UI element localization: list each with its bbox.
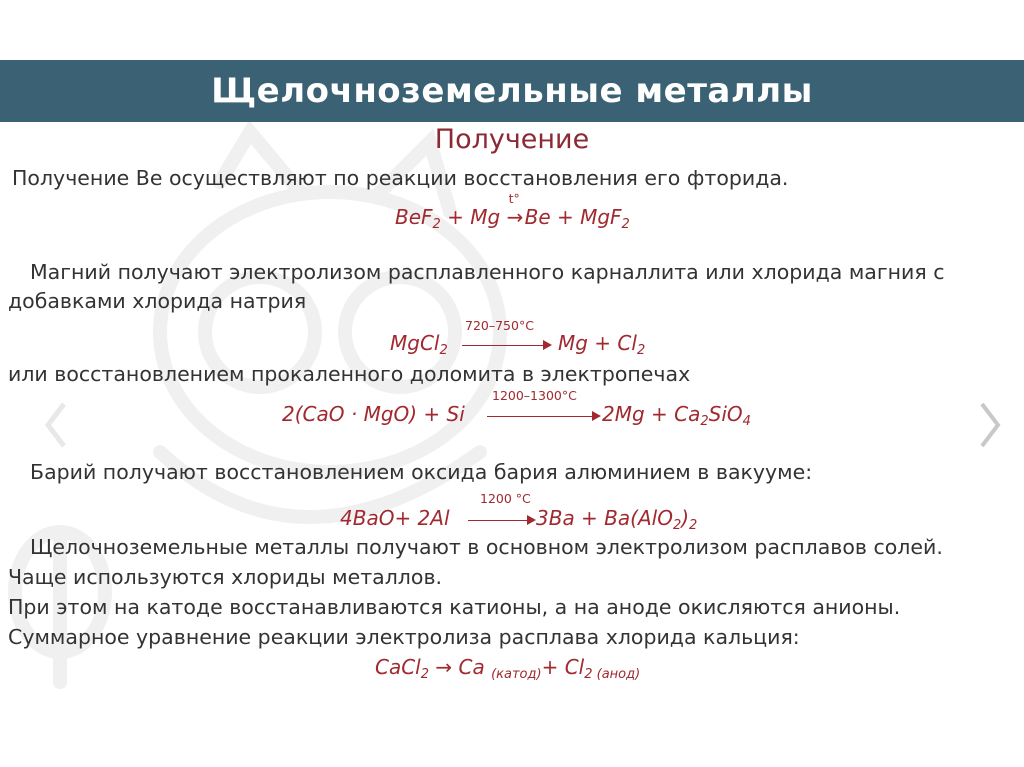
eq5-left: CaCl [375,655,421,679]
paragraph-electrolysis-line3: При этом на катоде восстанавливаются катионы, а на аноде окисляются анионы. [8,595,901,619]
slide [0,60,1024,706]
eq4-arrow-line [468,520,528,521]
equation-dolomite [282,402,465,426]
eq4-product: 3Ba + Ba(AlO [536,506,673,530]
eq4-condition: 1200 °C [480,491,531,506]
eq3-arrow-line [487,416,593,417]
equation-beryllium [395,191,630,232]
slide-title: Щелочноземельные металлы [211,71,813,111]
eq5-plus: + Cl [541,655,585,679]
slide-header [0,60,1024,122]
paragraph-barium: Барий получают восстановлением оксида бария алюминием в вакууме: [30,460,813,484]
eq3-left: 2(CaO · MgO) + Si [282,402,465,426]
eq3-product-b: SiO [708,402,743,426]
eq2-condition: 720–750°C [465,318,534,333]
eq3-condition: 1200–1300°C [492,388,577,403]
paragraph-magnesium-line2: добавками хлорида натрия [8,289,307,313]
section-title: Получение [434,124,590,155]
eq1-arrow: t° → [506,191,524,229]
eq2-left-sub: 2 [439,343,448,358]
eq2-arrow-line [462,345,544,346]
eq3-product-b-sub: 4 [742,414,751,429]
eq2-product-sub: 2 [636,343,646,358]
eq1-product: Be + MgF [524,205,622,229]
eq2-left: MgCl [390,331,440,355]
eq2-product: Mg + Cl [558,331,637,355]
eq5-cl-sub: 2 [584,667,593,682]
eq2-arrow-head [543,340,552,350]
eq5-arrow: → Ca [429,655,492,679]
eq3-product-a-sub: 2 [700,414,709,429]
paragraph-magnesium-line1: Магний получают электролизом расплавленного карналлита или хлорида магния с [30,260,945,284]
eq4-arrow-head [527,515,536,525]
eq5-anode: (анод) [592,667,641,682]
equation-barium [340,506,450,530]
next-arrow-icon[interactable] [976,400,1006,450]
eq5-left-sub: 2 [420,667,430,682]
eq3-arrow-head [592,411,601,421]
eq4-product-end-sub: 2 [689,518,698,533]
paragraph-electrolysis-line4: Суммарное уравнение реакции электролиза расплава хлорида кальция: [8,625,800,649]
eq1-product-sub: 2 [621,217,630,232]
paragraph-electrolysis-line1: Щелочноземельные металлы получают в основном электролизом расплавов солей. [30,535,943,559]
eq4-product-sub: 2 [672,518,682,533]
eq3-product-a: 2Mg + Ca [602,402,701,426]
paragraph-beryllium: Получение Be осуществляют по реакции восстановления его фторида. [12,166,789,190]
paragraph-dolomite: или восстановлением прокаленного доломита в электропечах [8,362,691,386]
eq4-product-group [536,506,697,533]
previous-arrow-icon[interactable] [40,400,70,450]
eq4-product-end: ) [681,506,690,530]
eq1-left-sub: 2 [432,217,441,232]
equation-magnesium-chloride [390,331,448,358]
eq3-product-group [602,402,751,429]
eq1-reagent: + Mg [440,205,507,229]
eq5-cathode: (катод) [491,667,542,682]
eq2-product-group [558,331,645,358]
eq4-left: 4BaO+ 2Al [340,506,450,530]
equation-calcium-chloride [375,655,640,682]
eq1-left: BeF [395,205,433,229]
paragraph-electrolysis-line2: Чаще используются хлориды металлов. [8,565,443,589]
eq1-condition: t° [508,191,520,206]
